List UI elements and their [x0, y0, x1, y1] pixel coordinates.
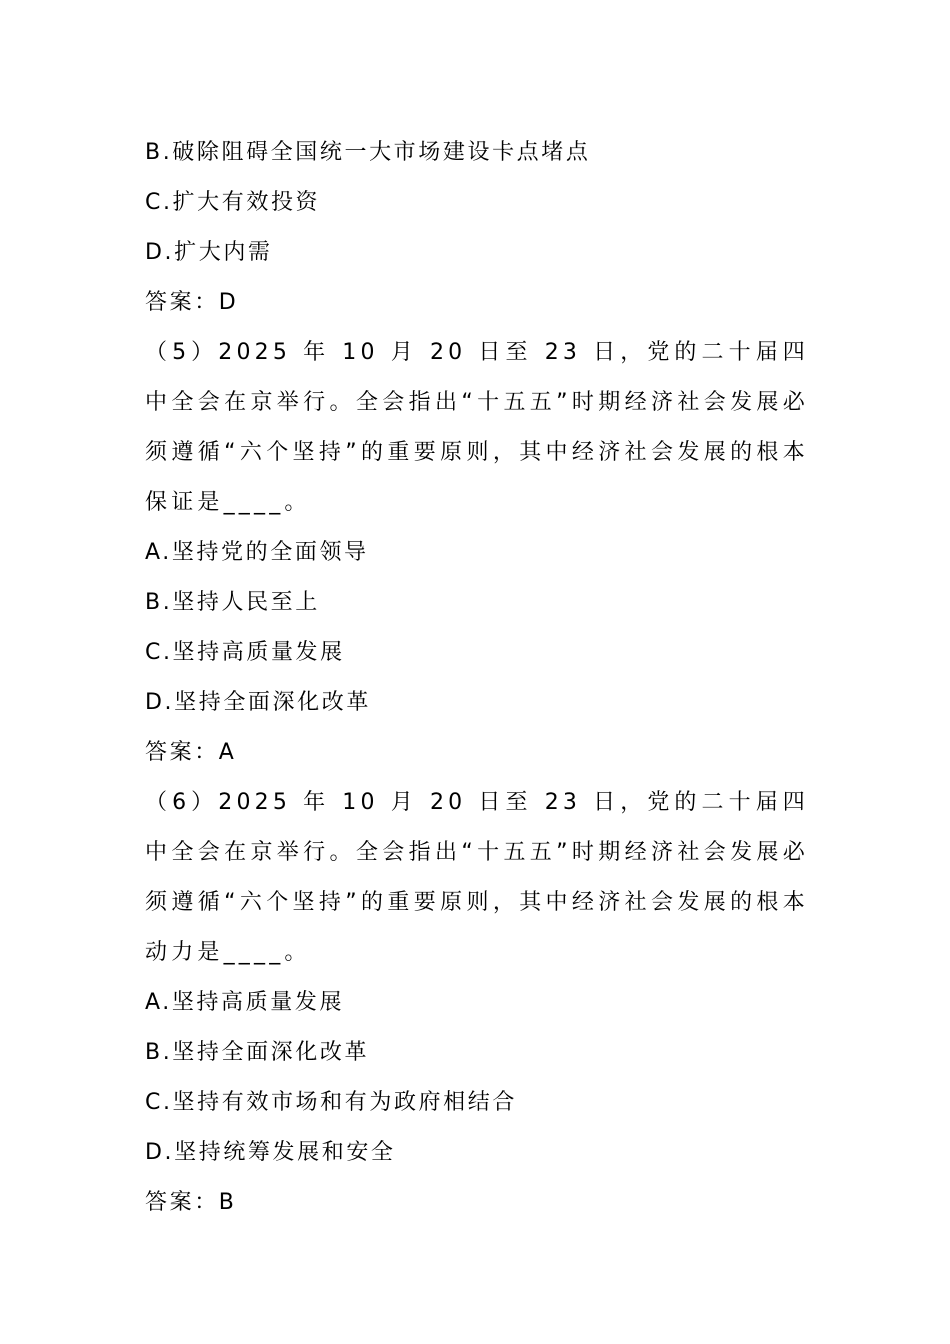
q6-option-a: A.坚持高质量发展: [145, 990, 345, 1015]
document-page: [145, 128, 809, 1228]
option-d: D.扩大内需: [145, 240, 273, 265]
q6-answer: 答案：B: [145, 1190, 237, 1215]
q5-option-d: D.坚持全面深化改革: [145, 690, 371, 715]
question-6-text: （6）2025 年 10 月 20 日至 23 日，党的二十届四中全会在京举行。全会指出“十五五”时期经济社会发展必须遵循“六个坚持”的重要原则，其中经济社会发展的根本动力是____。: [145, 790, 809, 965]
answer: 答案：D: [145, 290, 239, 315]
q5-option-c: C.坚持高质量发展: [145, 640, 345, 665]
q6-option-d: D.坚持统筹发展和安全: [145, 1140, 396, 1165]
q6-option-b: B.坚持全面深化改革: [145, 1040, 370, 1065]
q5-option-b: B.坚持人民至上: [145, 590, 320, 615]
option-c: C.扩大有效投资: [145, 190, 321, 215]
q5-option-a: A.坚持党的全面领导: [145, 540, 369, 565]
q5-answer: 答案：A: [145, 740, 237, 765]
question-5-text: （5）2025 年 10 月 20 日至 23 日，党的二十届四中全会在京举行。全会指出“十五五”时期经济社会发展必须遵循“六个坚持”的重要原则，其中经济社会发展的根本保证是____。: [145, 340, 809, 515]
q6-option-c: C.坚持有效市场和有为政府相结合: [145, 1090, 517, 1115]
option-b: B.破除阻碍全国统一大市场建设卡点堵点: [145, 140, 591, 165]
